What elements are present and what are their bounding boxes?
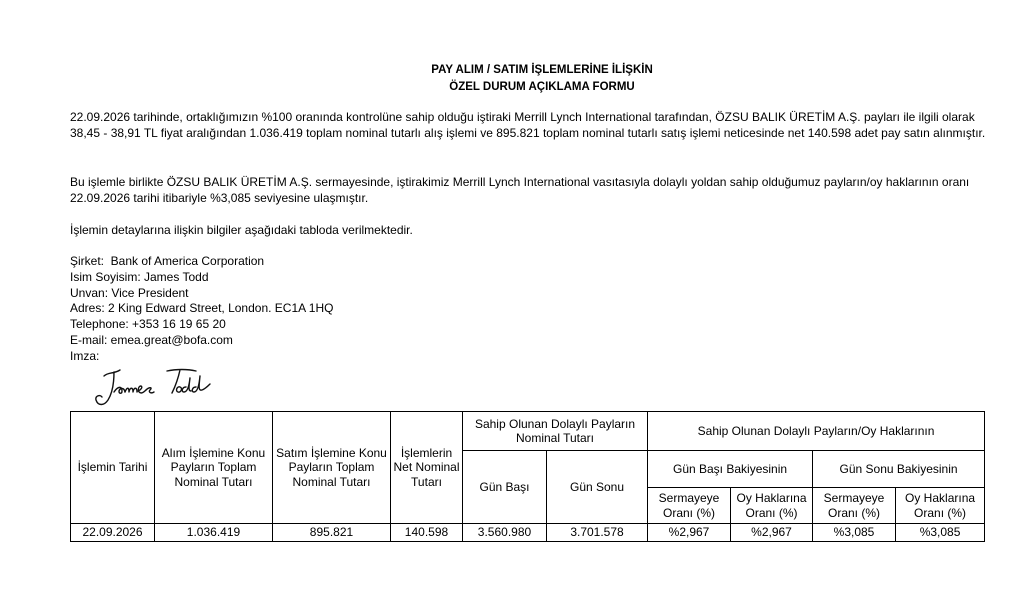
table-intro-paragraph: İşlemin detaylarına ilişkin bilgiler aşağıdaki tabloda verilmektedir. [70, 223, 413, 237]
contact-company: Şirket: Bank of America Corporation [70, 254, 265, 268]
table-row [71, 524, 985, 542]
header-held-ratio: Sahip Olunan Dolaylı Payların/Oy Haklarının [648, 412, 985, 451]
header-start-balance: Gün Başı Bakiyesinin [648, 451, 813, 488]
header-held-nominal: Sahip Olunan Dolaylı Payların Nominal Tutarı [463, 412, 648, 451]
form-title-line2: ÖZEL DURUM AÇIKLAMA FORMU [449, 81, 635, 93]
header-buy-total: Alım İşlemine Konu Payların Toplam Nominal Tutarı [155, 412, 273, 524]
ownership-paragraph: Bu işlemle birlikte ÖZSU BALIK ÜRETİM A.Ş. sermayesinde, iştirakimiz Merrill Lynch International vasıtasıyla dolaylı yoldan sahip olduğumuz payların/oy haklarının oranı 22.09.2026 tarihi itibariyle %3,085 seviyesine ulaşmıştır. [70, 175, 970, 205]
header-transaction-date: İşlemin Tarihi [71, 412, 155, 524]
contact-position: Unvan: Vice President [70, 285, 189, 300]
cell-net: 140.598 [391, 524, 463, 542]
cell-date: 22.09.2026 [71, 524, 155, 542]
transaction-paragraph: 22.09.2026 tarihinde, ortaklığımızın %100 oranında kontrolüne sahip olduğu iştiraki Merrill Lynch International tarafından, ÖZSU BALIK ÜRETİM A.Ş. payları ile ilgili olarak 38,45 - 38,91 TL fiyat aralığından 1.036.419 toplam nominal tutarlı alış işlemi ve 895.821 toplam nominal tutarlı satış işlemi neticesinde net 140.598 adet pay satın alınmıştır. [70, 110, 986, 140]
cell-buy-total: 1.036.419 [155, 524, 273, 542]
cell-end-voting: %3,085 [896, 524, 985, 542]
header-start-voting-ratio: Oy Haklarına Oranı (%) [731, 488, 813, 524]
contact-name: Isim Soyisim: James Todd [70, 269, 209, 284]
cell-start-capital: %2,967 [648, 524, 731, 542]
cell-end-of-day: 3.701.578 [547, 524, 648, 542]
cell-start-voting: %2,967 [731, 524, 813, 542]
contact-telephone: Telephone: +353 16 19 65 20 [70, 317, 226, 332]
contact-block [70, 254, 333, 365]
handwritten-signature [92, 364, 232, 410]
contact-email: E-mail: emea.great@bofa.com [70, 332, 233, 347]
header-end-capital-ratio: Sermayeye Oranı (%) [813, 488, 896, 524]
header-end-of-day: Gün Sonu [547, 451, 648, 524]
cell-start-of-day: 3.560.980 [463, 524, 547, 542]
cell-sell-total: 895.821 [273, 524, 391, 542]
signature-label: Imza: [70, 348, 100, 363]
header-net-total: İşlemlerin Net Nominal Tutarı [391, 412, 463, 524]
form-title-line1: PAY ALIM / SATIM İŞLEMLERİNE İLİŞKİN [431, 64, 653, 76]
header-start-capital-ratio: Sermayeye Oranı (%) [648, 488, 731, 524]
header-sell-total: Satım İşlemine Konu Payların Toplam Nominal Tutarı [273, 412, 391, 524]
cell-end-capital: %3,085 [813, 524, 896, 542]
transaction-table [70, 411, 985, 542]
header-end-voting-ratio: Oy Haklarına Oranı (%) [896, 488, 985, 524]
header-start-of-day: Gün Başı [463, 451, 547, 524]
header-end-balance: Gün Sonu Bakiyesinin [813, 451, 985, 488]
contact-address: Adres: 2 King Edward Street, London. EC1A 1HQ [70, 301, 334, 316]
